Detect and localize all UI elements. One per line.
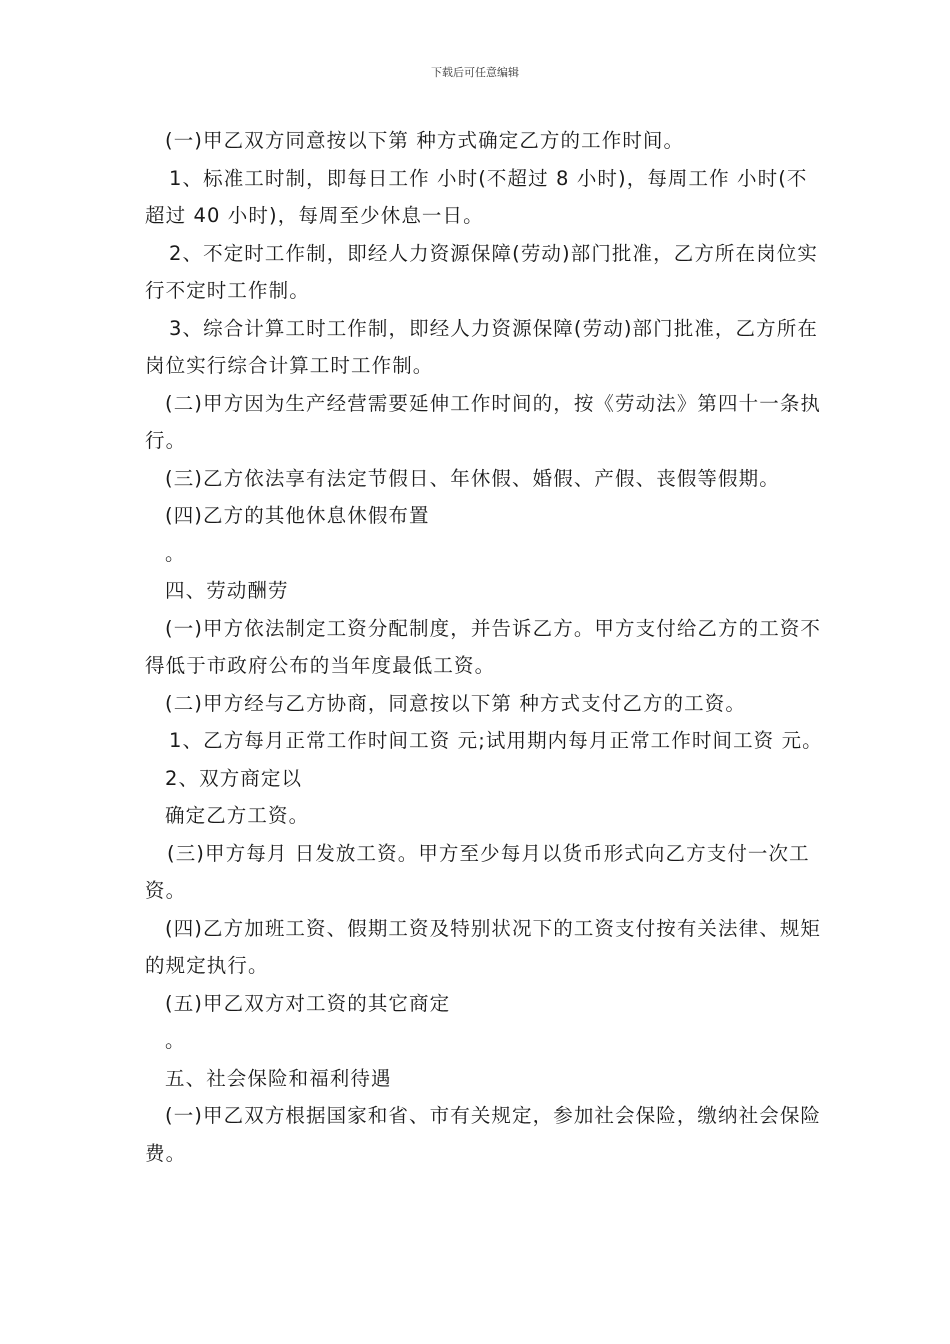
paragraph-determine-wage: 确定乙方工资。 [165,804,310,827]
paragraph-agreed-basis: 2、双方商定以 [165,766,303,790]
paragraph-wage-method: (二)甲方经与乙方协商，同意按以下第 种方式支付乙方的工资。 [165,691,746,715]
paragraph-payday: (三)甲方每月 日发放工资。甲方至少每月以货币形式向乙方支付一次工资。 [145,841,810,902]
section-heading-remuneration: 四、劳动酬劳 [165,579,289,602]
paragraph-overtime-extension: (二)甲方因为生产经营需要延伸工作时间的，按《劳动法》第四十一条执行。 [145,391,822,452]
document-body [145,122,825,1172]
paragraph-social-insurance: (一)甲乙双方根据国家和省、市有关规定，参加社会保险，缴纳社会保险费。 [145,1104,822,1165]
paragraph-blank-fill-2: 。 [165,1029,186,1052]
section-heading-social-insurance: 五、社会保险和福利待遇 [165,1066,392,1090]
paragraph-statutory-holidays: (三)乙方依法享有法定节假日、年休假、婚假、产假、丧假等假期。 [165,466,780,490]
paragraph-flexible-hours: 2、不定时工作制，即经人力资源保障(劳动)部门批准，乙方所在岗位实行不定时工作制。 [145,241,818,302]
paragraph-other-leave: (四)乙方的其他休息休假布置 [165,504,430,527]
paragraph-other-wage-agreement: (五)甲乙双方对工资的其它商定 [165,991,451,1015]
paragraph-comprehensive-hours: 3、综合计算工时工作制，即经人力资源保障(劳动)部门批准，乙方所在岗位实行综合计算工时工作制。 [145,316,818,377]
paragraph-monthly-wage: 1、乙方每月正常工作时间工资 元;试用期内每月正常工作时间工资 元。 [169,729,823,752]
paragraph-work-time-method: (一)甲乙双方同意按以下第 种方式确定乙方的工作时间。 [165,129,685,152]
paragraph-blank-fill: 。 [165,541,186,565]
paragraph-overtime-pay: (四)乙方加班工资、假期工资及特别状况下的工资支付按有关法律、规矩的规定执行。 [145,916,822,977]
paragraph-standard-hours: 1、标准工时制，即每日工作 小时(不超过 8 小时)，每周工作 小时(不超过 40 小时)，每周至少休息一日。 [145,166,808,227]
page-header-note: 下载后可任意编辑 [431,66,519,79]
paragraph-wage-system: (一)甲方依法制定工资分配制度，并告诉乙方。甲方支付给乙方的工资不得低于市政府公布的当年度最低工资。 [145,616,822,677]
